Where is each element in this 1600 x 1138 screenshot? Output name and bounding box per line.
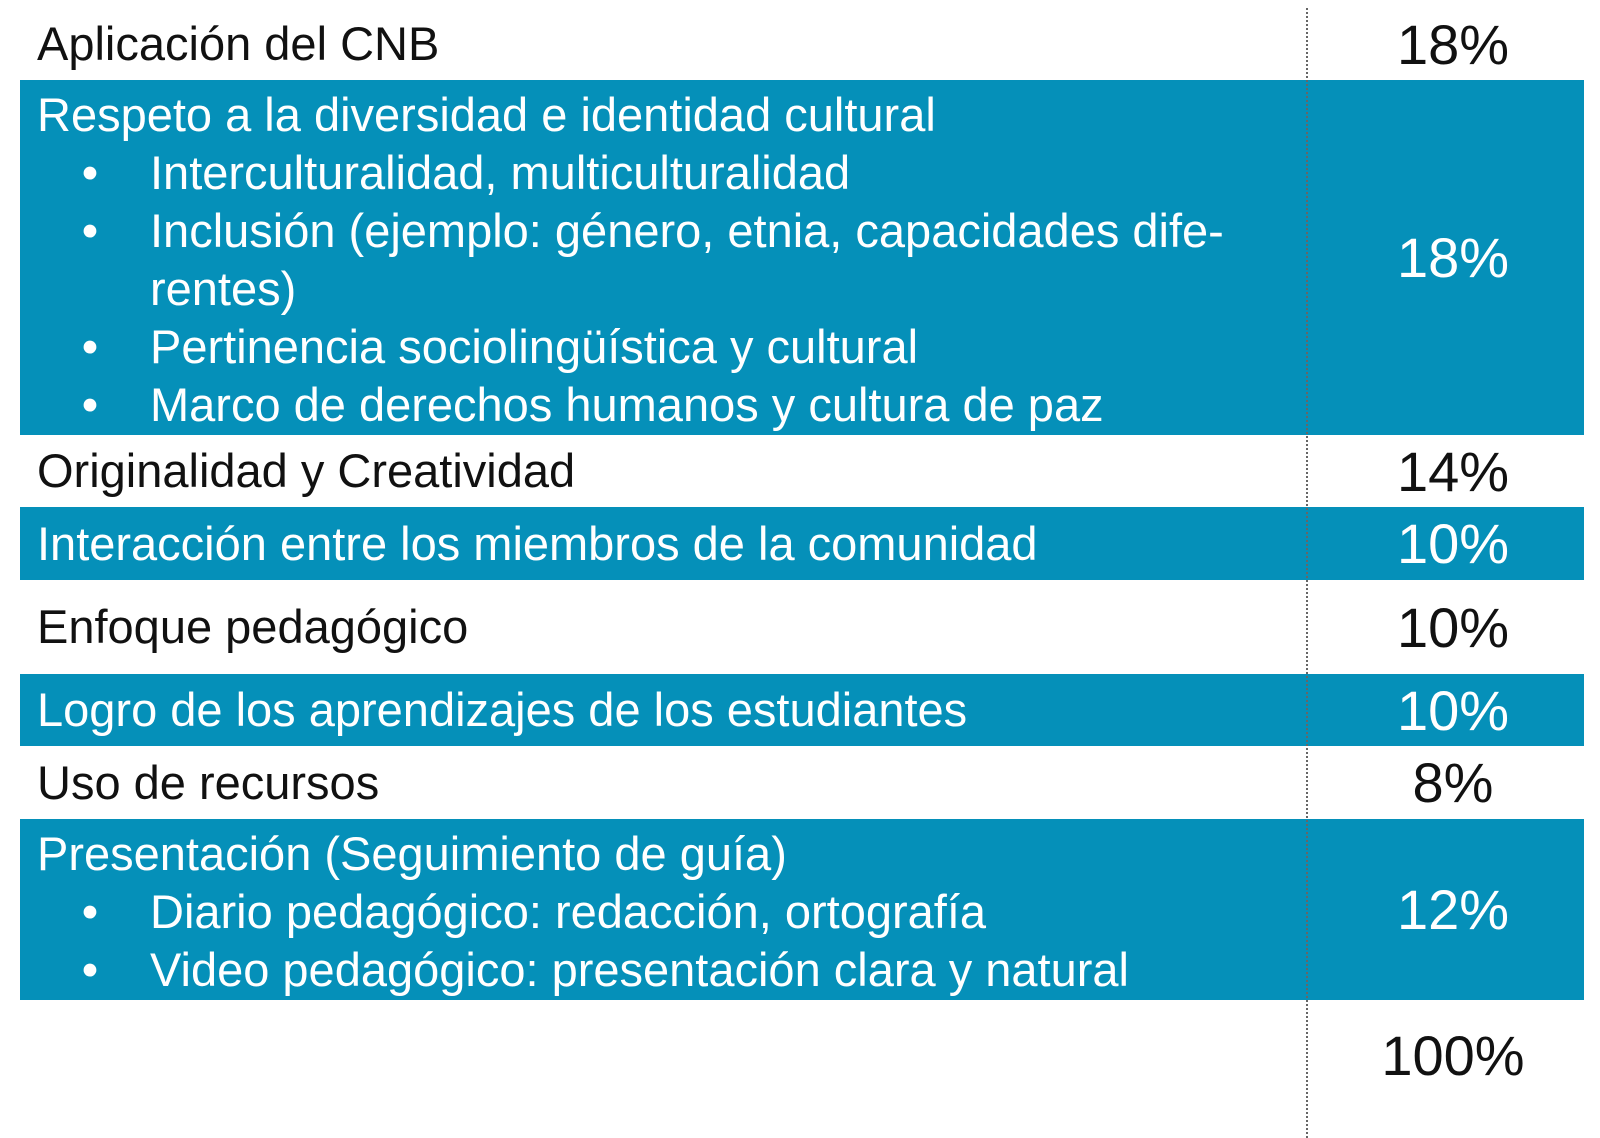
bullet-icon: • — [81, 885, 99, 938]
row-label: Interacción entre los miembros de la comunidad — [37, 517, 1038, 570]
list-item — [37, 202, 1292, 318]
bullet-icon: • — [81, 320, 99, 373]
list-item — [37, 941, 1292, 999]
row-percentage: 10% — [1396, 678, 1510, 742]
bullet-icon: • — [81, 204, 99, 257]
row-label: Presentación (Seguimiento de guía) — [37, 827, 787, 880]
table-row-enfoque-pedagogico — [20, 580, 1584, 674]
row-label: Logro de los aprendizajes de los estudiantes — [37, 683, 968, 736]
row-label: Aplicación del CNB — [37, 17, 440, 70]
row-label-cell — [37, 515, 1292, 573]
table-row-originalidad — [20, 435, 1584, 507]
list-item-text: Pertinencia sociolingüística y cultural — [150, 320, 919, 373]
column-divider — [1306, 8, 1308, 1138]
list-item — [37, 376, 1292, 434]
list-item-text: Diario pedagógico: redacción, ortografía — [150, 885, 987, 938]
table-row-presentacion — [20, 819, 1584, 1000]
row-label-cell — [37, 598, 1292, 656]
list-item-text: Interculturalidad, multiculturalidad — [150, 146, 851, 199]
table-row-logro-aprendizajes — [20, 674, 1584, 746]
list-item-text: Inclusión (ejemplo: género, etnia, capacidades dife-rentes) — [150, 204, 1224, 315]
bullet-icon: • — [81, 378, 99, 431]
table-row-aplicacion-cnb — [20, 8, 1584, 80]
list-item-text: Marco de derechos humanos y cultura de paz — [150, 378, 1104, 431]
row-label-cell — [37, 825, 1292, 999]
row-label-cell — [37, 86, 1292, 434]
weighting-table — [20, 0, 1584, 1138]
row-percentage: 18% — [1396, 12, 1510, 76]
bullet-icon: • — [81, 146, 99, 199]
row-label: Uso de recursos — [37, 756, 380, 809]
row-percentage: 14% — [1396, 439, 1510, 503]
bullet-icon: • — [81, 943, 99, 996]
row-label-cell — [37, 754, 1292, 812]
row-percentage: 10% — [1396, 595, 1510, 659]
list-item — [37, 318, 1292, 376]
table-row-interaccion — [20, 507, 1584, 580]
row-percentage: 8% — [1412, 751, 1494, 814]
bullet-list — [37, 883, 1292, 999]
table-row-uso-recursos — [20, 746, 1584, 819]
list-item-text: Video pedagógico: presentación clara y natural — [150, 943, 1129, 996]
list-item — [37, 883, 1292, 941]
row-percentage: 18% — [1396, 226, 1510, 289]
row-percentage: 10% — [1396, 512, 1510, 575]
list-item — [37, 144, 1292, 202]
row-label-cell — [37, 442, 1292, 500]
row-label-cell — [37, 681, 1292, 739]
table-row-respeto-diversidad — [20, 80, 1584, 435]
bullet-list — [37, 144, 1292, 434]
row-label-cell — [37, 15, 1292, 73]
total-percentage: 100% — [1381, 1023, 1525, 1087]
row-label: Enfoque pedagógico — [37, 600, 469, 653]
row-percentage: 12% — [1396, 878, 1510, 941]
row-label: Respeto a la diversidad e identidad cultural — [37, 88, 936, 141]
row-label: Originalidad y Creatividad — [37, 444, 576, 497]
